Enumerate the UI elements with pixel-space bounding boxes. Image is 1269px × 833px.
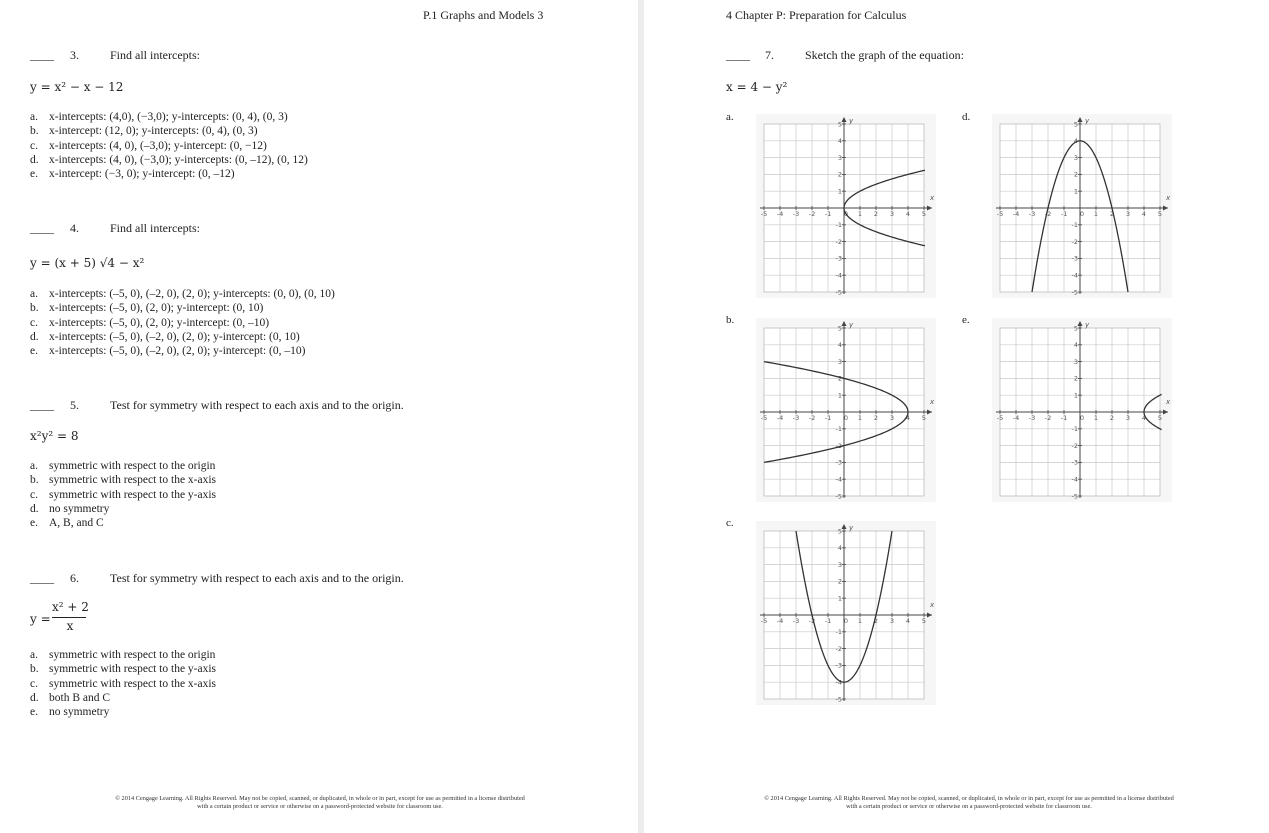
question-number: 3. — [70, 48, 79, 62]
equation: y = x² − x − 12 — [30, 80, 124, 94]
equation-numerator: x² + 2 — [52, 600, 89, 614]
y-tick-label: 1 — [837, 391, 842, 400]
x-tick-label: -4 — [1012, 210, 1020, 218]
option-d[interactable]: d. both B and C — [30, 691, 111, 704]
equation-denominator: x — [66, 619, 74, 633]
x-tick-label: 0 — [1079, 414, 1085, 422]
x-tick-label: -1 — [824, 414, 832, 422]
graph-e[interactable] — [992, 318, 1172, 502]
y-tick-label: 5 — [1073, 324, 1078, 333]
question-number: 5. — [70, 398, 79, 412]
x-tick-label: -2 — [808, 210, 816, 218]
x-tick-label: 4 — [905, 210, 911, 218]
question-number: 6. — [70, 571, 79, 585]
x-tick-label: 1 — [857, 414, 863, 422]
graph-svg — [756, 318, 936, 502]
x-tick-label: -3 — [1028, 210, 1036, 218]
x-tick-label: 4 — [1141, 414, 1147, 422]
question-number: 4. — [70, 221, 79, 235]
option-c[interactable]: c. x-intercepts: (4, 0), (–3,0); y-intercept: (0, −12) — [30, 139, 267, 152]
y-axis-label: y — [1085, 117, 1090, 125]
page-header: 4 Chapter P: Preparation for Calculus — [726, 8, 907, 22]
y-tick-label: -3 — [835, 458, 842, 467]
right-page — [644, 0, 1269, 833]
x-tick-label: 5 — [921, 414, 927, 422]
x-tick-label: 4 — [905, 414, 911, 422]
y-tick-label: -1 — [1071, 425, 1078, 434]
y-tick-label: -1 — [835, 425, 842, 434]
y-tick-label: 1 — [1073, 391, 1078, 400]
graph-svg — [756, 114, 936, 298]
y-tick-label: 3 — [1073, 153, 1078, 162]
answer-blank[interactable]: ____ — [30, 221, 54, 235]
y-axis-label: y — [849, 117, 854, 125]
option-a[interactable]: a. symmetric with respect to the origin — [30, 649, 216, 661]
equation: x = 4 − y² — [726, 80, 788, 94]
y-tick-label: -2 — [835, 441, 842, 450]
x-tick-label: 3 — [889, 617, 895, 625]
y-tick-label: -4 — [835, 271, 842, 280]
y-tick-label: -3 — [835, 661, 842, 670]
x-tick-label: 5 — [1157, 210, 1163, 218]
y-axis-label: y — [849, 524, 854, 532]
x-tick-label: -4 — [776, 210, 784, 218]
question-prompt: Find all intercepts: — [110, 221, 200, 235]
x-axis-label: x — [1166, 398, 1171, 406]
x-axis-label: x — [930, 194, 935, 202]
x-tick-label: -4 — [776, 414, 784, 422]
x-tick-label: -1 — [1060, 210, 1068, 218]
x-tick-label: 3 — [1125, 210, 1131, 218]
graph-a[interactable] — [756, 114, 936, 298]
y-tick-label: 4 — [1073, 137, 1078, 146]
y-tick-label: 2 — [1073, 374, 1078, 383]
option-e[interactable]: e. x-intercept: (−3, 0); y-intercept: (0, –12) — [30, 168, 235, 181]
option-a[interactable]: a. x-intercepts: (–5, 0), (–2, 0), (2, 0); y-intercepts: (0, 0), (0, 10) — [30, 288, 335, 300]
x-tick-label: -5 — [996, 414, 1004, 422]
graph-svg — [756, 521, 936, 705]
equation: x²y² = 8 — [30, 429, 79, 443]
x-tick-label: 1 — [1093, 210, 1099, 218]
options-list — [30, 110, 308, 181]
option-a[interactable]: a. symmetric with respect to the origin — [30, 460, 216, 472]
x-tick-label: -1 — [1060, 414, 1068, 422]
y-tick-label: -5 — [835, 288, 842, 297]
x-tick-label: 1 — [857, 617, 863, 625]
copyright-footer: © 2014 Cengage Learning. All Rights Reserved. May not be copied, scanned, or duplicated, in whole or in part, except for use as permitted in a license distributed with a certain product or service or otherwise on a password-protected website for classroom use. — [115, 795, 525, 810]
y-tick-label: 3 — [1073, 357, 1078, 366]
y-tick-label: 2 — [837, 374, 842, 383]
y-tick-label: -2 — [835, 644, 842, 653]
y-tick-label: 3 — [837, 560, 842, 569]
option-c[interactable]: c. symmetric with respect to the x-axis — [30, 677, 217, 690]
x-tick-label: -3 — [792, 617, 800, 625]
option-d[interactable]: d. x-intercepts: (–5, 0), (–2, 0), (2, 0); y-intercept: (0, 10) — [30, 330, 300, 343]
y-tick-label: -5 — [1071, 288, 1078, 297]
x-tick-label: 3 — [1125, 414, 1131, 422]
y-tick-label: 4 — [837, 341, 842, 350]
x-tick-label: 0 — [843, 210, 849, 218]
options-list — [30, 287, 335, 358]
x-tick-label: 5 — [921, 210, 927, 218]
x-tick-label: 5 — [1157, 414, 1163, 422]
copyright-footer: © 2014 Cengage Learning. All Rights Reserved. May not be copied, scanned, or duplicated, in whole or in part, except for use as permitted in a license distributed with a certain product or service or otherwise on a password-protected website for classroom use. — [764, 795, 1174, 810]
y-tick-label: -2 — [1071, 237, 1078, 246]
y-tick-label: 5 — [837, 120, 842, 129]
x-tick-label: 2 — [873, 414, 879, 422]
y-tick-label: 1 — [837, 594, 842, 603]
x-tick-label: -2 — [808, 617, 816, 625]
y-tick-label: 5 — [837, 324, 842, 333]
question-prompt: Sketch the graph of the equation: — [805, 48, 964, 62]
graph-svg — [992, 114, 1172, 298]
y-tick-label: -3 — [1071, 254, 1078, 263]
options-list — [30, 648, 216, 719]
y-tick-label: -1 — [1071, 221, 1078, 230]
graph-label-b: b. — [726, 314, 735, 326]
graph-label-d: d. — [962, 111, 971, 123]
x-axis-label: x — [1166, 194, 1171, 202]
x-tick-label: 5 — [921, 617, 927, 625]
question-prompt: Test for symmetry with respect to each axis and to the origin. — [110, 398, 404, 412]
y-tick-label: 1 — [837, 187, 842, 196]
option-b[interactable]: b. x-intercepts: (–5, 0), (2, 0); y-intercept: (0, 10) — [30, 302, 264, 315]
x-tick-label: 0 — [843, 414, 849, 422]
option-e[interactable]: e. x-intercepts: (–5, 0), (–2, 0), (2, 0); y-intercept: (0, –10) — [30, 345, 306, 358]
y-axis-label: y — [1085, 321, 1090, 329]
y-tick-label: -4 — [1071, 475, 1078, 484]
answer-blank[interactable]: ____ — [30, 398, 54, 412]
y-tick-label: 5 — [837, 527, 842, 536]
graph-c[interactable] — [756, 521, 936, 705]
y-tick-label: -3 — [835, 254, 842, 263]
equation: y = (x + 5) √4 − x² — [30, 256, 145, 270]
y-tick-label: -2 — [1071, 441, 1078, 450]
y-tick-label: 2 — [1073, 170, 1078, 179]
x-tick-label: -5 — [760, 210, 768, 218]
x-tick-label: -5 — [996, 210, 1004, 218]
x-tick-label: 0 — [843, 617, 849, 625]
y-tick-label: -3 — [1071, 458, 1078, 467]
x-tick-label: -3 — [1028, 414, 1036, 422]
x-tick-label: 4 — [1141, 210, 1147, 218]
x-tick-label: -5 — [760, 617, 768, 625]
x-tick-label: 4 — [905, 617, 911, 625]
x-tick-label: -1 — [824, 210, 832, 218]
x-tick-label: -4 — [1012, 414, 1020, 422]
y-tick-label: 3 — [837, 357, 842, 366]
option-d[interactable]: d. no symmetry — [30, 502, 110, 515]
x-tick-label: -3 — [792, 210, 800, 218]
option-c[interactable]: c. x-intercepts: (–5, 0), (2, 0); y-intercept: (0, –10) — [30, 316, 270, 329]
options-list — [30, 459, 216, 530]
x-tick-label: 1 — [857, 210, 863, 218]
option-e[interactable]: e. no symmetry — [30, 706, 110, 719]
x-tick-label: 2 — [873, 210, 879, 218]
x-tick-label: 3 — [889, 414, 895, 422]
option-e[interactable]: e. A, B, and C — [30, 517, 104, 530]
y-tick-label: -2 — [835, 237, 842, 246]
y-tick-label: -5 — [835, 492, 842, 501]
equation-lhs: y = — [30, 612, 51, 626]
x-tick-label: 3 — [889, 210, 895, 218]
y-tick-label: -5 — [1071, 492, 1078, 501]
graph-label-a: a. — [726, 111, 734, 123]
question-prompt: Test for symmetry with respect to each axis and to the origin. — [110, 571, 404, 585]
x-tick-label: -4 — [776, 617, 784, 625]
graph-label-c: c. — [726, 517, 734, 529]
question-number: 7. — [765, 48, 774, 62]
y-tick-label: 1 — [1073, 187, 1078, 196]
x-tick-label: -2 — [1044, 210, 1052, 218]
option-b[interactable]: b. symmetric with respect to the x-axis — [30, 474, 217, 487]
y-tick-label: 2 — [837, 577, 842, 586]
answer-blank[interactable]: ____ — [30, 48, 54, 62]
graph-svg — [992, 318, 1172, 502]
y-tick-label: 3 — [837, 153, 842, 162]
x-tick-label: 2 — [1109, 210, 1115, 218]
y-tick-label: 4 — [837, 544, 842, 553]
y-tick-label: 4 — [837, 137, 842, 146]
x-axis-label: x — [930, 601, 935, 609]
y-tick-label: -1 — [835, 628, 842, 637]
y-tick-label: 2 — [837, 170, 842, 179]
x-tick-label: 2 — [873, 617, 879, 625]
y-tick-label: -1 — [835, 221, 842, 230]
question-prompt: Find all intercepts: — [110, 48, 200, 62]
y-axis-label: y — [849, 321, 854, 329]
x-tick-label: 0 — [1079, 210, 1085, 218]
y-tick-label: 5 — [1073, 120, 1078, 129]
option-a[interactable]: a. x-intercepts: (4,0), (−3,0); y-intercepts: (0, 4), (0, 3) — [30, 111, 288, 123]
x-axis-label: x — [930, 398, 935, 406]
fraction-bar — [52, 617, 86, 618]
option-b[interactable]: b. x-intercept: (12, 0); y-intercepts: (0, 4), (0, 3) — [30, 125, 258, 138]
x-tick-label: 1 — [1093, 414, 1099, 422]
y-tick-label: -4 — [835, 678, 842, 687]
option-d[interactable]: d. x-intercepts: (4, 0), (−3,0); y-intercepts: (0, –12), (0, 12) — [30, 153, 308, 166]
y-tick-label: -5 — [835, 695, 842, 704]
x-tick-label: -2 — [1044, 414, 1052, 422]
answer-blank[interactable]: ____ — [30, 571, 54, 585]
x-tick-label: -1 — [824, 617, 832, 625]
x-tick-label: -2 — [808, 414, 816, 422]
x-tick-label: -3 — [792, 414, 800, 422]
y-tick-label: -4 — [835, 475, 842, 484]
graph-b[interactable] — [756, 318, 936, 502]
option-b[interactable]: b. symmetric with respect to the y-axis — [30, 663, 217, 676]
graph-d[interactable] — [992, 114, 1172, 298]
answer-blank[interactable]: ____ — [726, 48, 750, 62]
x-tick-label: -5 — [760, 414, 768, 422]
page-header: P.1 Graphs and Models 3 — [423, 8, 544, 22]
x-tick-label: 2 — [1109, 414, 1115, 422]
option-c[interactable]: c. symmetric with respect to the y-axis — [30, 488, 217, 501]
y-tick-label: 4 — [1073, 341, 1078, 350]
y-tick-label: -4 — [1071, 271, 1078, 280]
graph-label-e: e. — [962, 314, 970, 326]
